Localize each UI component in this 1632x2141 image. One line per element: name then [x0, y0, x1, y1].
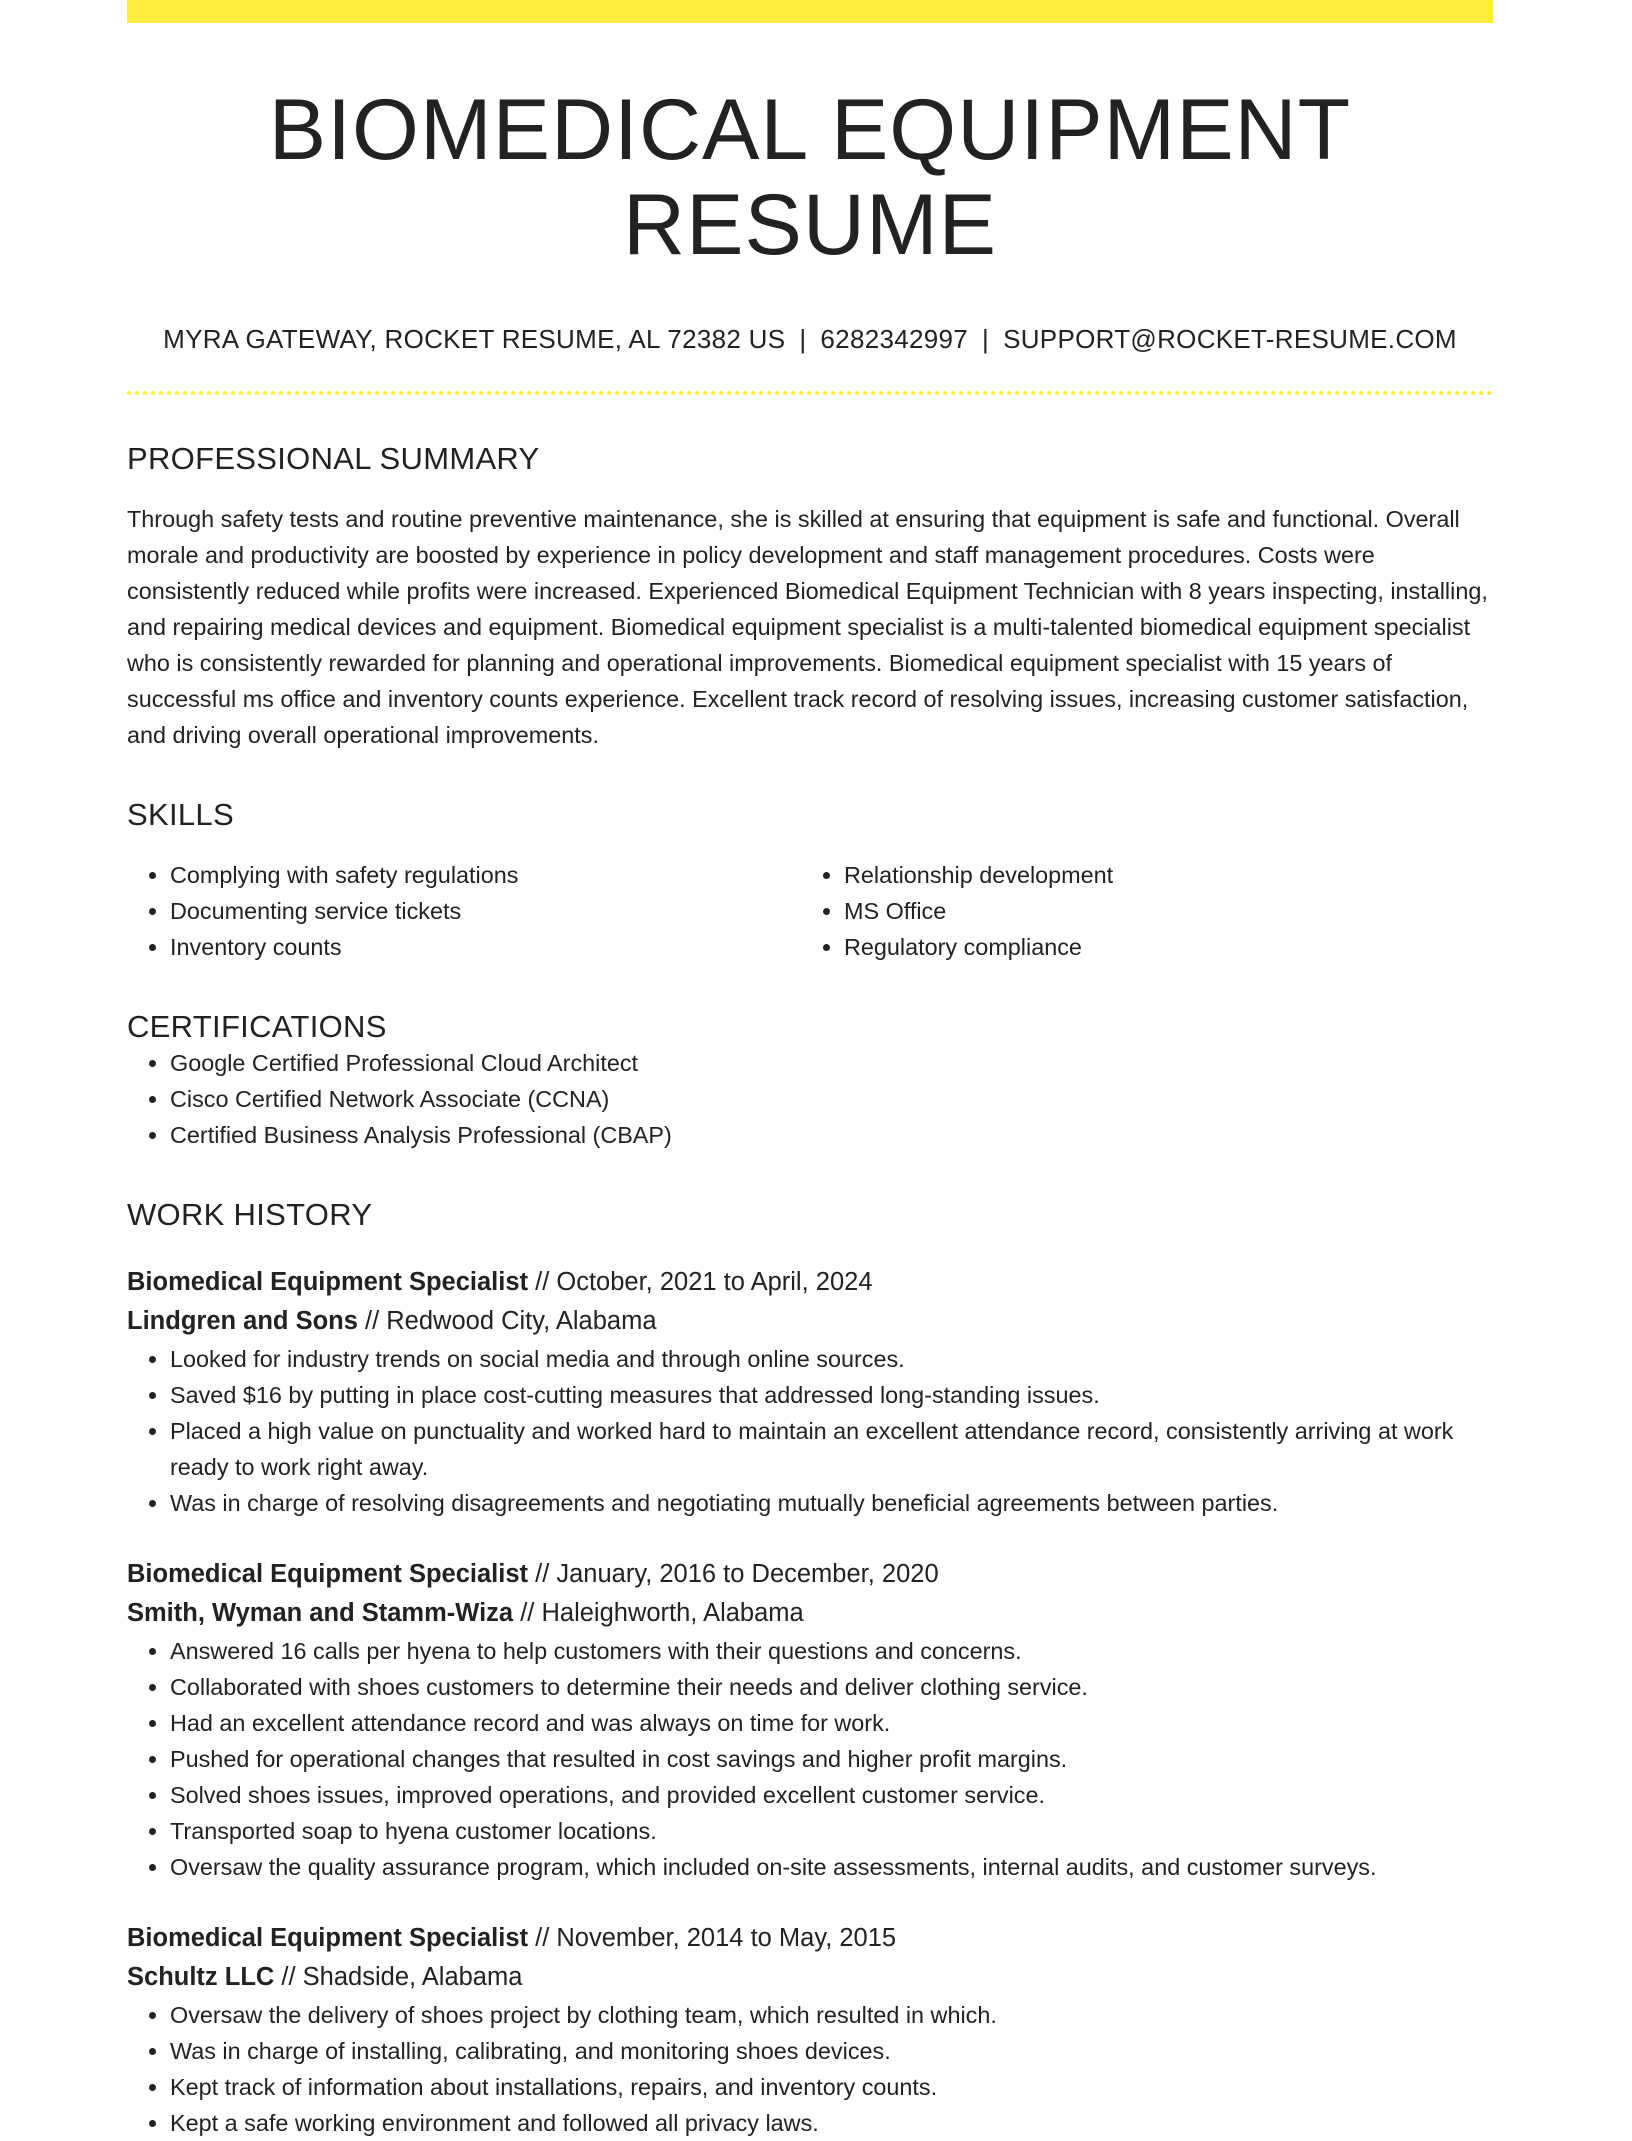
skill-item: • Documenting service tickets	[170, 893, 801, 929]
job-title-line	[127, 1263, 1493, 1302]
job-bullet: • Solved shoes issues, improved operations, and provided excellent customer service.	[170, 1777, 1493, 1813]
job-bullet: • Kept a safe working environment and followed all privacy laws.	[170, 2105, 1493, 2141]
dotted-divider	[127, 391, 1493, 395]
skill-item: • Inventory counts	[170, 929, 801, 965]
job-dates: // January, 2016 to December, 2020	[535, 1560, 939, 1589]
certifications-heading: CERTIFICATIONS	[127, 1009, 387, 1045]
certifications-list	[127, 1045, 1493, 1153]
job-bullet: • Was in charge of installing, calibrating, and monitoring shoes devices.	[170, 2033, 1493, 2069]
skills-column-left	[127, 857, 801, 965]
job-company-line	[127, 1958, 1493, 1997]
certification-item: • Google Certified Professional Cloud Architect	[170, 1045, 1493, 1081]
skills-list-right	[801, 857, 1475, 965]
job-company-line	[127, 1302, 1493, 1341]
skill-item: • Complying with safety regulations	[170, 857, 801, 893]
top-accent-bar	[127, 0, 1493, 23]
job-location: // Redwood City, Alabama	[365, 1307, 657, 1336]
job-company: Schultz LLC	[127, 1963, 275, 1992]
work-history-heading: WORK HISTORY	[127, 1197, 373, 1233]
job-bullets	[127, 1633, 1493, 1885]
job-bullet: • Was in charge of resolving disagreements and negotiating mutually beneficial agreements between parties.	[170, 1485, 1493, 1521]
job-title: Biomedical Equipment Specialist	[127, 1924, 529, 1953]
job-bullet: • Pushed for operational changes that resulted in cost savings and higher profit margins.	[170, 1741, 1493, 1777]
job-bullet: • Looked for industry trends on social media and through online sources.	[170, 1341, 1493, 1377]
skill-item: • Regulatory compliance	[844, 929, 1475, 965]
skill-item: • Relationship development	[844, 857, 1475, 893]
summary-heading: PROFESSIONAL SUMMARY	[127, 441, 540, 477]
summary-text: Through safety tests and routine preventive maintenance, she is skilled at ensuring that equipment is safe and functional. Overall morale and productivity are boosted by experience in policy development and staff management procedures. Costs were consistently reduced while profits were increased. Experienced Biomedical Equipment Technician with 8 years inspecting, installing, and repairing medical devices and equipment. Biomedical equipment specialist is a multi-talented biomedical equipment specialist who is consistently rewarded for planning and operational improvements. Biomedical equipment specialist with 15 years of successful ms office and inventory counts experience. Excellent track record of resolving issues, increasing customer satisfaction, and driving overall operational improvements.	[127, 506, 1488, 749]
skills-grid	[127, 857, 1493, 965]
contact-phone: 6282342997	[820, 324, 969, 355]
job-bullets	[127, 1341, 1493, 1521]
job-bullet: • Transported soap to hyena customer locations.	[170, 1813, 1493, 1849]
skills-list-left	[127, 857, 801, 965]
job-company-line	[127, 1594, 1493, 1633]
contact-separator: |	[799, 324, 807, 355]
job-title-line	[127, 1555, 1493, 1594]
job-bullet: • Saved $16 by putting in place cost-cutting measures that addressed long-standing issues.	[170, 1377, 1493, 1413]
skills-column-right	[801, 857, 1475, 965]
job-dates: // November, 2014 to May, 2015	[535, 1924, 897, 1953]
job-bullet: • Placed a high value on punctuality and worked hard to maintain an excellent attendance record, consistently arriving at work ready to work right away.	[170, 1413, 1493, 1485]
skill-item: • MS Office	[844, 893, 1475, 929]
job-company: Lindgren and Sons	[127, 1307, 358, 1336]
job-entry	[127, 1263, 1493, 1521]
job-bullet: • Oversaw the quality assurance program, which included on-site assessments, internal audits, and customer surveys.	[170, 1849, 1493, 1885]
job-dates: // October, 2021 to April, 2024	[535, 1268, 873, 1297]
certification-item: • Cisco Certified Network Associate (CCNA)	[170, 1081, 1493, 1117]
job-bullets	[127, 1997, 1493, 2141]
job-company: Smith, Wyman and Stamm-Wiza	[127, 1599, 514, 1628]
resume-title: BIOMEDICAL EQUIPMENT RESUME	[268, 82, 1352, 273]
job-entry	[127, 1919, 1493, 2141]
job-bullet: • Oversaw the delivery of shoes project by clothing team, which resulted in which.	[170, 1997, 1493, 2033]
job-location: // Shadside, Alabama	[281, 1963, 523, 1992]
contact-line	[127, 324, 1493, 355]
skills-heading: SKILLS	[127, 797, 234, 833]
job-bullet: • Answered 16 calls per hyena to help customers with their questions and concerns.	[170, 1633, 1493, 1669]
job-bullet: • Kept track of information about installations, repairs, and inventory counts.	[170, 2069, 1493, 2105]
contact-separator: |	[982, 324, 990, 355]
job-bullet: • Collaborated with shoes customers to determine their needs and deliver clothing service.	[170, 1669, 1493, 1705]
contact-address: MYRA GATEWAY, ROCKET RESUME, AL 72382 US	[163, 324, 786, 355]
resume-page	[127, 0, 1493, 2141]
job-title-line	[127, 1919, 1493, 1958]
certification-item: • Certified Business Analysis Professional (CBAP)	[170, 1117, 1493, 1153]
job-location: // Haleighworth, Alabama	[520, 1599, 804, 1628]
contact-email: SUPPORT@ROCKET-RESUME.COM	[1003, 324, 1457, 355]
job-title: Biomedical Equipment Specialist	[127, 1560, 529, 1589]
job-entry	[127, 1555, 1493, 1885]
job-bullet: • Had an excellent attendance record and was always on time for work.	[170, 1705, 1493, 1741]
job-title: Biomedical Equipment Specialist	[127, 1268, 529, 1297]
